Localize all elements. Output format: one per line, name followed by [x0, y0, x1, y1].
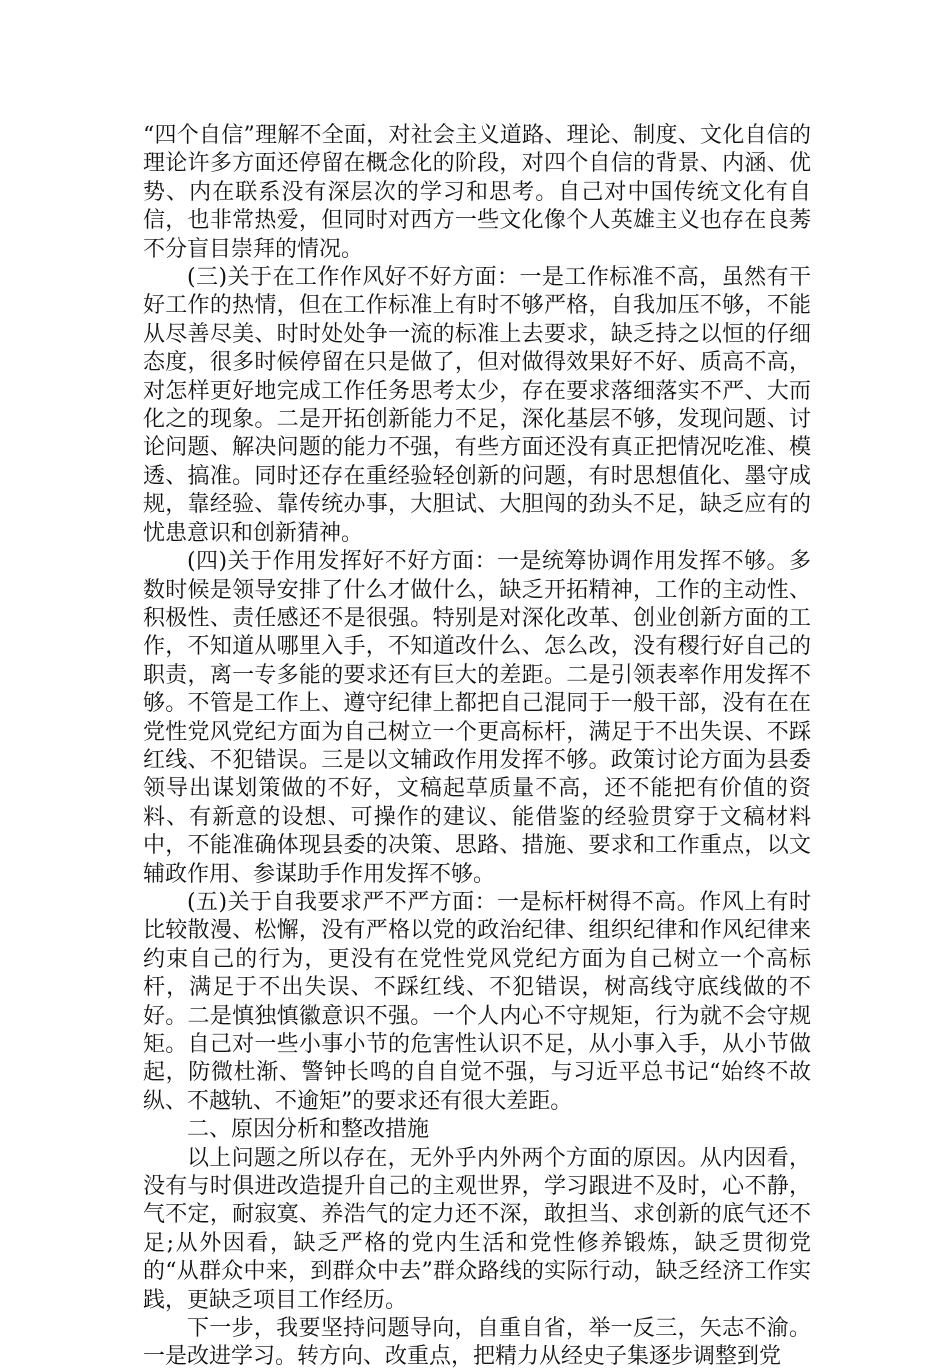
paragraph-next-steps: 下一步，我要坚持问题导向，自重自省，举一反三，矢志不渝。一是改进学习。转方向、改重点，把精力从经史子集逐步调整到党 [143, 1316, 811, 1370]
paragraph-role-performance: (四)关于作用发挥好不好方面：一是统筹协调作用发挥不够。多数时候是领导安排了什么才做什么，缺乏开拓精神，工作的主动性、积极性、责任感还不是很强。特别是对深化改革、创业创新方面的工作，不知道从哪里入手，不知道改什么、怎么改，没有稷行好自己的职责，离一专多能的要求还有巨大的差距。二是引领表率作用发挥不够。不管是工作上、遵守纪律上都把自己混同于一般干部，没有在在党性党风党纪方面为自己树立一个更高标杆，满足于不出失误、不踩红线、不犯错误。三是以文辅政作用发挥不够。政策讨论方面为县委领导出谋划策做的不好，文稿起草质量不高，还不能把有价值的资料、有新意的设想、可操作的建议、能借鉴的经验贯穿于文稿材料中，不能准确体现县委的决策、思路、措施、要求和工作重点，以文辅政作用、参谋助手作用发挥不够。 [143, 549, 811, 887]
section-heading-cause-analysis: 二、原因分析和整改措施 [187, 1117, 430, 1143]
document-body [143, 122, 811, 1372]
paragraph-work-style: (三)关于在工作作风好不好方面：一是工作标准不高，虽然有干好工作的热情，但在工作标准上有时不够严格，自我加压不够，不能从尽善尽美、时时处处争一流的标准上去要求，缺乏持之以恒的仔细态度，很多时候停留在只是做了，但对做得效果好不好、质高不高，对怎样更好地完成工作任务思考太少，存在要求落细落实不严、大而化之的现象。二是开拓创新能力不足，深化基层不够，发现问题、讨论问题、解决问题的能力不强，有些方面还没有真正把情况吃准、模透、搞准。同时还存在重经验轻创新的问题，有时思想值化、墨守成规，靠经验、靠传统办事，大胆试、大胆闯的劲头不足，缺乏应有的忧患意识和创新猜神。 [143, 265, 811, 546]
paragraph-cause-analysis: 以上问题之所以存在，无外乎内外两个方面的原因。从内因看，没有与时俱进改造提升自己的主观世界，学习跟进不及时，心不静，气不定，耐寂寞、养浩气的定力还不深，敢担当、求创新的底气还不足;从外因看，缺乏严格的党内生活和党性修养锻炼，缺乏贯彻党的“从群众中来，到群众中去”群众路线的实际行动，缺乏经济工作实践，更缺乏项目工作经历。 [143, 1145, 811, 1313]
paragraph-four-confidences: “四个自信”理解不全面，对社会主义道路、理论、制度、文化自信的理论许多方面还停留在概念化的阶段，对四个自信的背景、内涵、优势、内在联系没有深层次的学习和思考。自己对中国传统文化有自信，也非常热爱，但同时对西方一些文化像个人英雄主义也存在良莠不分盲目崇拜的情况。 [143, 123, 811, 262]
paragraph-self-discipline: (五)关于自我要求严不严方面：一是标杆树得不高。作风上有时比较散漫、松懈，没有严格以党的政治纪律、组织纪律和作风纪律来约束自己的行为，更没有在党性党风党纪方面为自己树立一个高标杆，满足于不出失误、不踩红线、不犯错误，树高线守底线做的不好。二是慎独慎徽意识不强。一个人内心不守规矩，行为就不会守规矩。自己对一些小事小节的危害性认识不足，从小事入手，从小节做起，防微杜渐、警钟长鸣的自自觉不强，与习近平总书记“始终不故纵、不越轨、不逾矩”的要求还有很大差距。 [143, 889, 811, 1114]
